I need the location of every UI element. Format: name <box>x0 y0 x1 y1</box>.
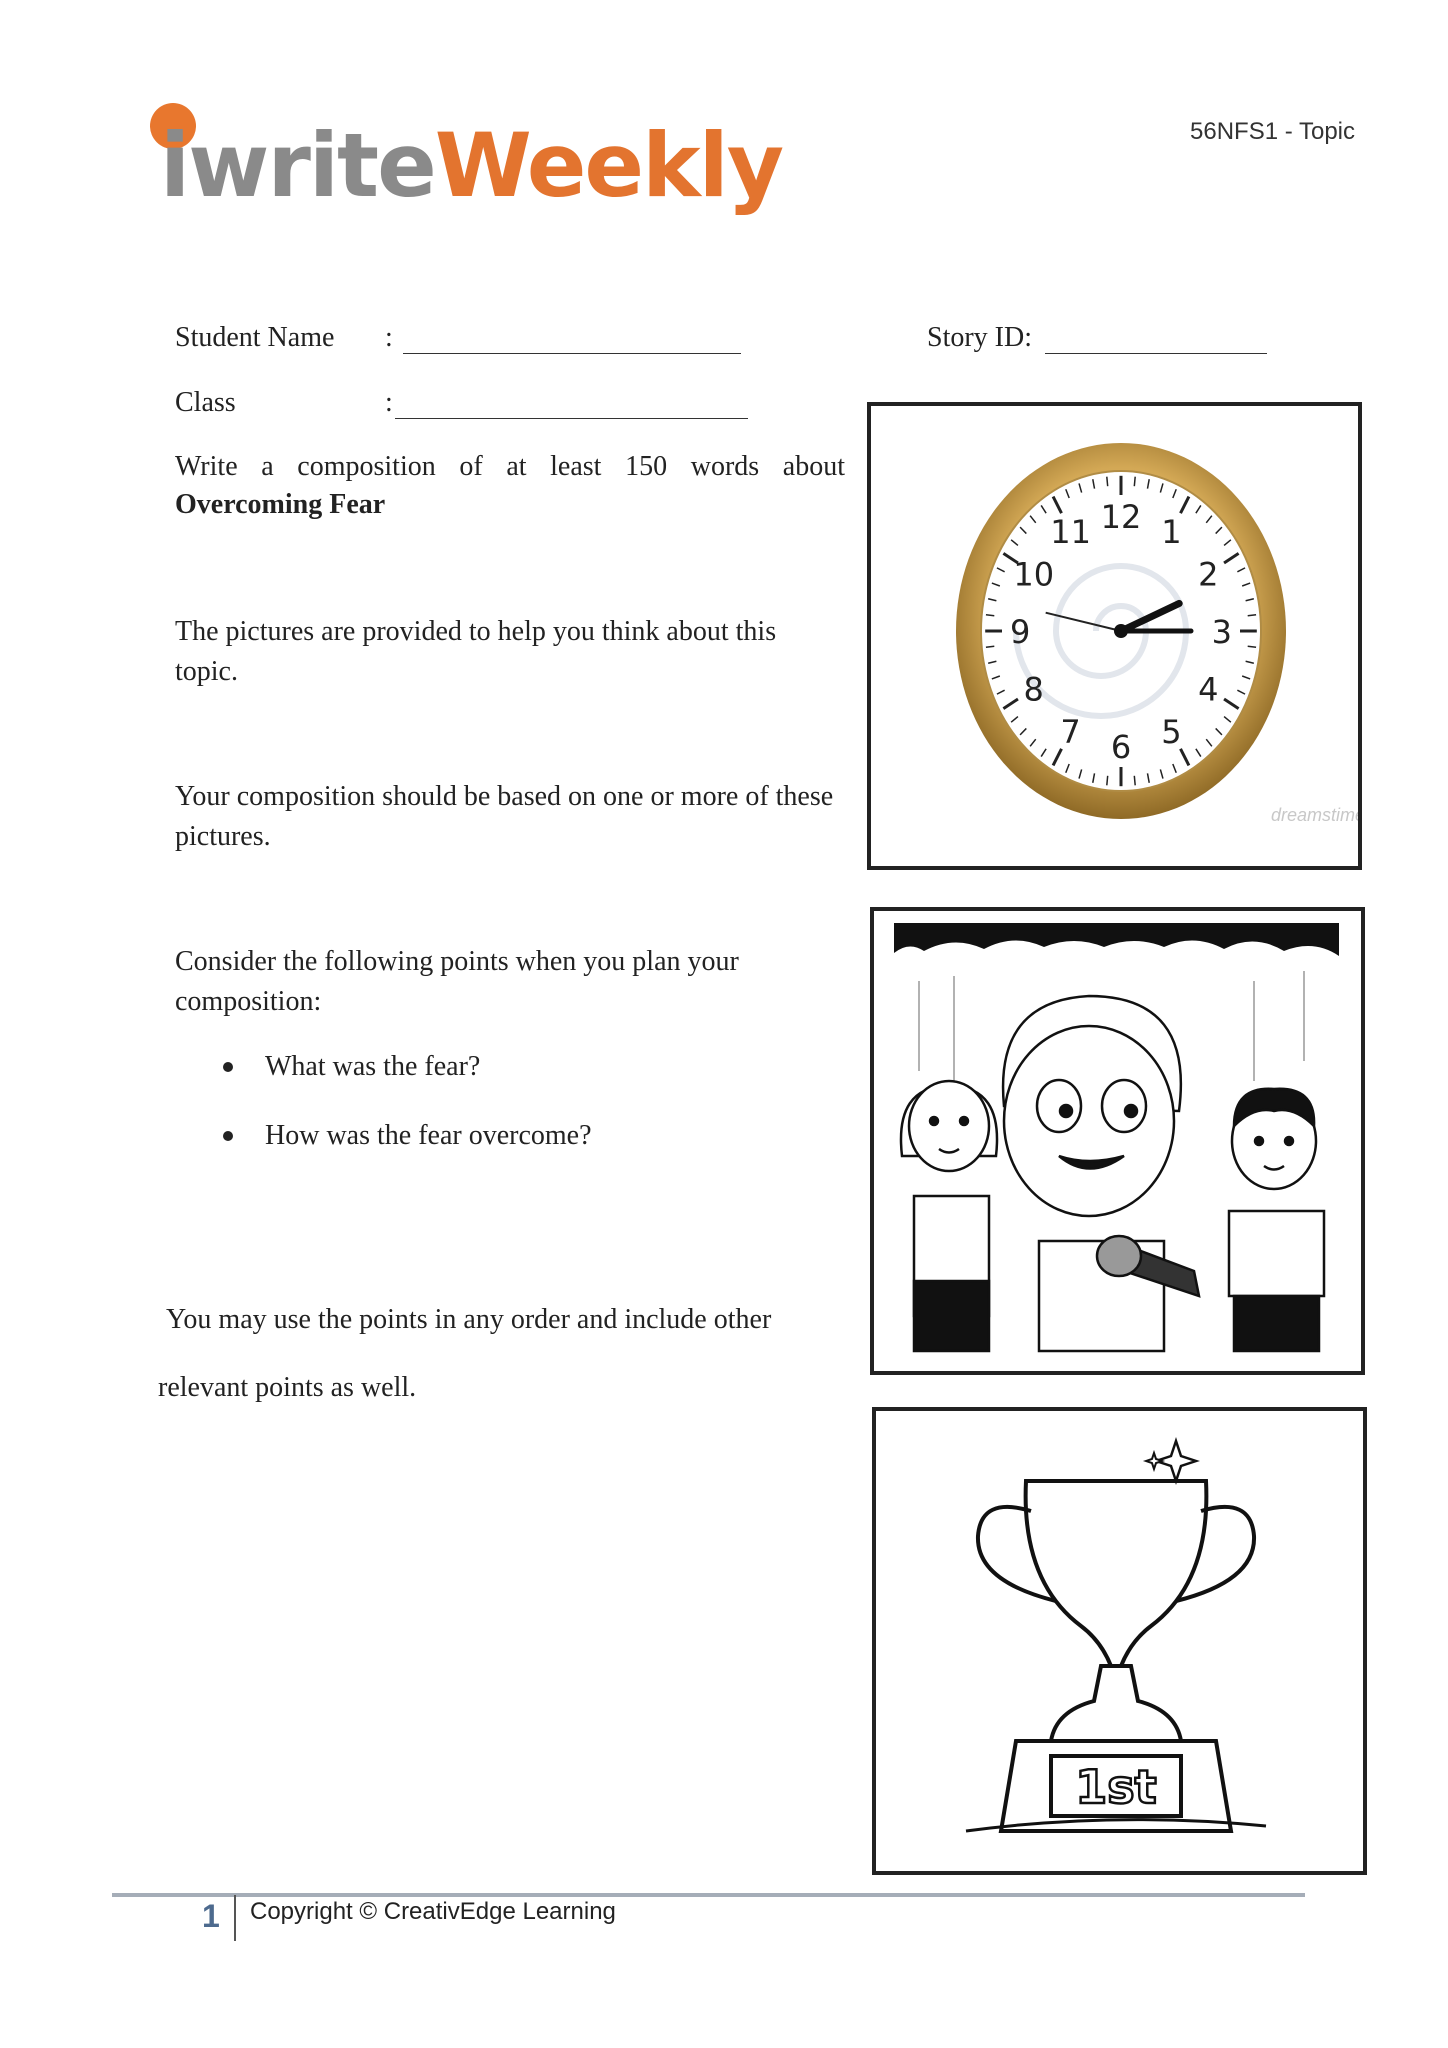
clock-numeral: 12 <box>1100 497 1142 536</box>
clock-tick <box>1107 776 1108 786</box>
clock-numeral: 7 <box>1060 712 1081 751</box>
clock-numeral: 2 <box>1198 555 1219 594</box>
clock-numeral: 6 <box>1110 728 1132 767</box>
footer-separator <box>234 1895 236 1941</box>
bullet-dot <box>223 1062 233 1072</box>
story-id-label: Story ID: <box>927 322 1032 353</box>
clock-tick <box>1134 477 1135 487</box>
clock-tick <box>986 646 994 647</box>
trophy-cup <box>1026 1481 1207 1666</box>
clock-numeral: 1 <box>1161 513 1182 552</box>
topic-title: Overcoming Fear <box>175 489 386 520</box>
clock-tick <box>1248 615 1256 616</box>
clock-numeral: 11 <box>1050 513 1091 552</box>
point-overcome: How was the fear overcome? <box>265 1120 592 1151</box>
logo-part-iwrite: iwrite <box>160 114 435 217</box>
clock-center-cap <box>1114 624 1128 638</box>
consider-note: Consider the following points when you plan your composition: <box>175 946 739 1017</box>
instruction-intro: Write a composition of at least 150 words about <box>175 451 845 482</box>
clock-tick <box>986 615 994 616</box>
clock-numeral: 10 <box>1013 555 1055 594</box>
story-id-field[interactable] <box>1045 323 1267 354</box>
based-on-note: Your composition should be based on one or more of these pictures. <box>175 781 834 852</box>
student-name-field[interactable] <box>403 323 741 354</box>
class-label: Class <box>175 387 236 418</box>
clock-picture-frame <box>867 402 1362 870</box>
bullet-dot <box>223 1131 233 1141</box>
trophy-stem <box>1051 1666 1181 1741</box>
student-name-colon: : <box>385 322 393 353</box>
stage-illustration <box>874 911 1361 1371</box>
clock-numeral: 8 <box>1023 670 1044 709</box>
trophy-illustration <box>876 1411 1363 1871</box>
logo <box>160 114 783 217</box>
footer-rule <box>112 1893 1305 1897</box>
clock-numeral: 3 <box>1211 613 1232 651</box>
clock-numeral: 4 <box>1198 670 1219 709</box>
stage-picture-frame <box>870 907 1365 1375</box>
stage-curtain <box>894 923 1339 956</box>
clock-tick <box>1107 477 1108 487</box>
clock-tick <box>1134 776 1135 786</box>
class-field[interactable] <box>395 388 748 419</box>
point-fear: What was the fear? <box>265 1051 481 1082</box>
sparkle-icon <box>1146 1453 1162 1469</box>
girl-figure <box>901 1081 997 1351</box>
clock-illustration <box>871 406 1358 866</box>
boy-figure <box>1229 1089 1324 1351</box>
trophy-picture-frame <box>872 1407 1367 1875</box>
copyright-text: Copyright © CreativEdge Learning <box>250 1898 616 1925</box>
clock-numeral: 5 <box>1161 712 1182 751</box>
clock-watermark: dreamstime <box>1271 805 1358 825</box>
clock-numeral: 9 <box>1010 613 1031 651</box>
presenter-boy-figure <box>1003 996 1199 1351</box>
topic-code: 56NFS1 - Topic <box>1190 118 1355 145</box>
pictures-note: The pictures are provided to help you think about this topic. <box>175 616 777 687</box>
order-note-line1: You may use the points in any order and include other <box>166 1304 772 1335</box>
order-note-line2: relevant points as well. <box>158 1372 417 1403</box>
class-colon: : <box>385 387 393 418</box>
page-number: 1 <box>202 1898 220 1934</box>
trophy-plaque-text: 1st <box>1075 1760 1157 1814</box>
clock-tick <box>1248 646 1256 647</box>
student-name-label: Student Name <box>175 322 335 353</box>
logo-part-weekly: Weekly <box>434 114 783 217</box>
